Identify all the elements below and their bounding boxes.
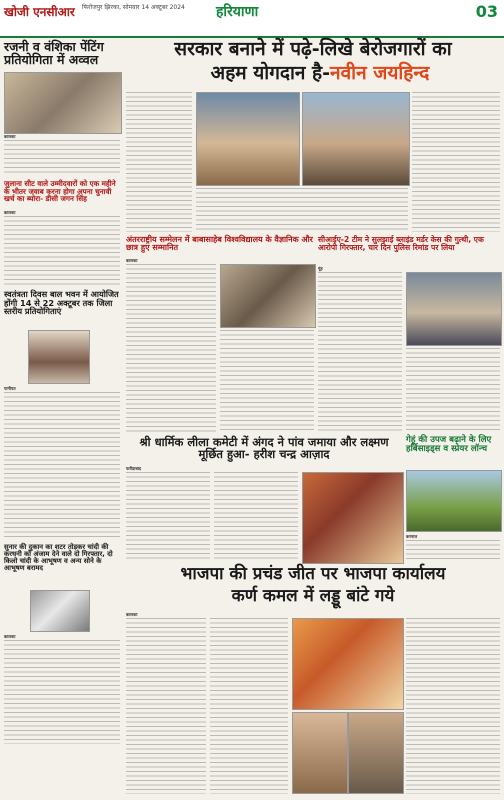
story-9-byline: कालका [126, 612, 138, 617]
story-8-byline: करनाल [406, 534, 418, 539]
story-3-headline: स्वतंत्रता दिवस बाल भवन में आयोजित होंगी 14 से 22 अक्टूबर तक जिला स्तरीय प्रतियोगिताएं [4, 289, 119, 317]
story-6-body-col2 [406, 348, 500, 432]
story-7-body-col2 [214, 472, 298, 562]
lead-headline-main: अहम योगदान है- [210, 62, 331, 84]
story-5-headline: अंतरराष्ट्रीय सम्मेलन में बाबासाहेब विश्वविद्यालय के वैज्ञानिक और छात्र हुए सम्मानित [126, 235, 313, 253]
story-6-byline: नूंह [318, 266, 323, 271]
lead-body-col3 [412, 92, 500, 232]
story-8-body [406, 540, 500, 562]
story-3-body [4, 392, 120, 540]
story-5-byline: कालका [126, 258, 138, 263]
story-9-body-col1 [126, 618, 206, 794]
story-7-headline: श्री धार्मिक लीला कमेटी में अंगद ने पांव जमाया और लक्ष्मण मूर्छित हुआ- हरीश चन्द्र आज़ाद [139, 435, 389, 462]
story-5-body-col2 [220, 330, 314, 432]
story-8-headline: गेहूं की उपज बढ़ाने के लिए हर्बिसाइड्स व स्प्रेयर लॉन्च [406, 435, 492, 455]
story-9-headline-line2: कर्ण कमल में लड्डू बांटे गये [231, 586, 395, 606]
story-8-photo [406, 470, 502, 532]
story-1-body [4, 140, 120, 176]
story-4-byline: कालका [4, 634, 16, 639]
story-9-body-col2 [210, 618, 288, 794]
story-5-photo [220, 264, 316, 328]
lead-photo-1 [196, 92, 300, 186]
story-9-photo-1 [292, 618, 404, 710]
story-9-photo-2 [292, 712, 348, 794]
story-4-photo [30, 590, 90, 632]
story-2-headline: जुलाना सीट वाले उम्मीदवारों को एक महीने के भीतर जवाब करना होगा अपना चुनावी खर्च का ब्योरा- डीसी जगन सिंह [4, 179, 116, 204]
story-7-byline: फरीदाबाद [126, 466, 142, 471]
story-9-headline-line1: भाजपा की प्रचंड जीत पर भाजपा कार्यालय [180, 564, 446, 584]
lead-body-col1 [126, 92, 192, 232]
story-6-headline: सीआईए-2 टीम ने सुलझाई ब्लाइंड मर्डर केस की गुत्थी, एक आरोपी गिरफ्तार, चार दिन पुलिस रिमांड पर लिया [318, 235, 484, 252]
story-3-photo [28, 330, 90, 384]
lead-headline-line1: सरकार बनाने में पढ़े-लिखे बेरोजगारों का [174, 38, 452, 60]
story-5-body-col1 [126, 264, 216, 432]
lead-body-col2 [196, 188, 408, 232]
section-name: हरियाणा [216, 4, 259, 20]
story-9-body-col3 [406, 618, 500, 794]
story-7-body-col1 [126, 472, 210, 562]
story-1-headline: रजनी व वंशिका पेंटिंग प्रतियोगिता में अव्वल [4, 39, 104, 68]
lead-headline-line2 [140, 64, 500, 84]
story-1-byline: कालका [4, 134, 16, 139]
page-number: 03 [475, 2, 498, 21]
story-2-body [4, 216, 120, 286]
story-3-byline: पानीपत [4, 386, 16, 391]
story-6-body-col1 [318, 272, 402, 432]
lead-headline-name: नवीन जयहिन्द [330, 62, 430, 84]
story-2-byline: कालका [4, 210, 16, 215]
dateline: फिरोजपुर झिरका, सोमवार 14 अक्टूबर 2024 [82, 4, 185, 11]
story-4-headline: सुनार की दुकान का शटर तोड़कर चांदी की करधनी को अंजाम देने वाले दो गिरफ्तार, दो किलो चांदी के आभूषण व अन्य सोने के आभूषण बरामद [4, 543, 113, 573]
story-4-body [4, 640, 120, 744]
story-9-photo-3 [348, 712, 404, 794]
lead-photo-2 [302, 92, 410, 186]
story-7-photo [302, 472, 404, 564]
story-6-photo [406, 272, 502, 346]
story-1-photo [4, 72, 122, 134]
masthead-title: खोजी एनसीआर [4, 5, 75, 19]
